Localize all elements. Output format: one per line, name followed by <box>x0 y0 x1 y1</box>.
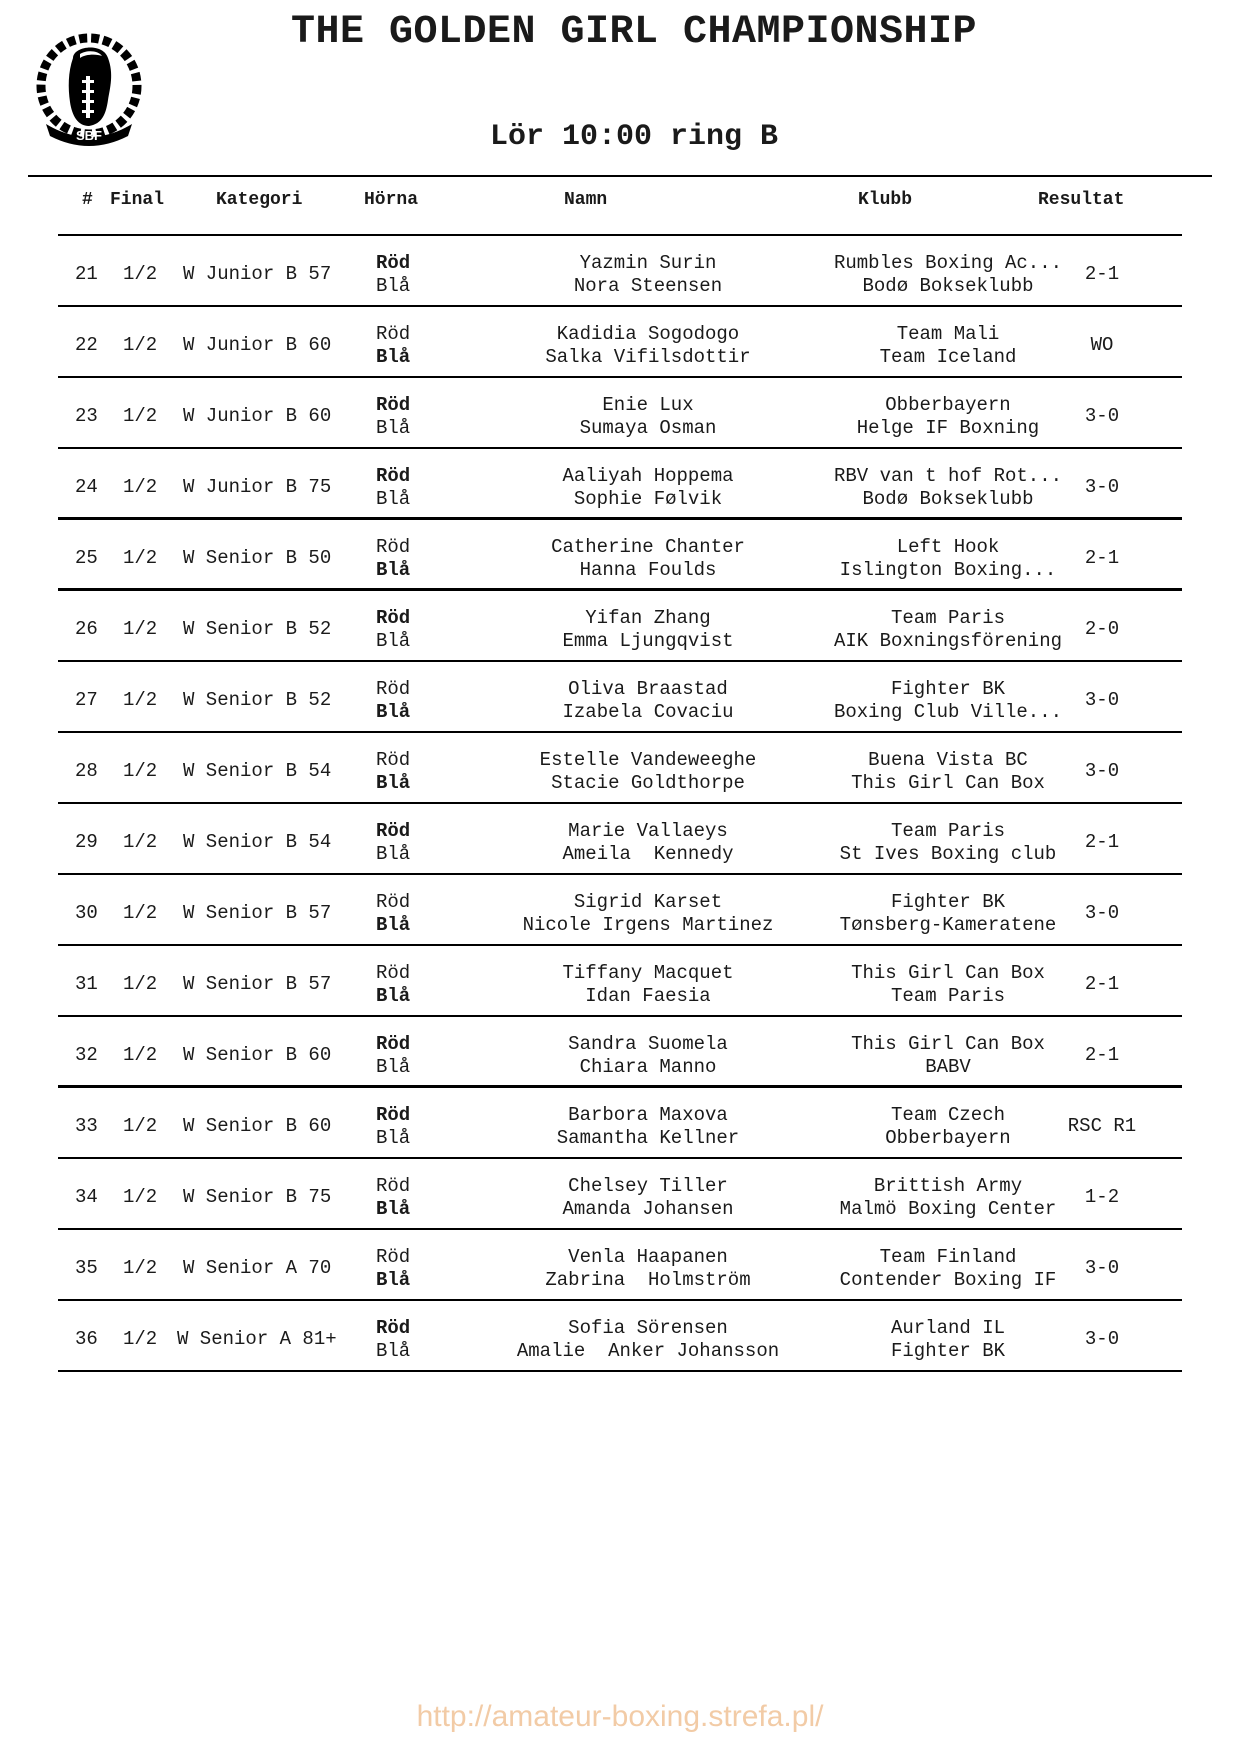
bout-category: W Junior B 75 <box>183 476 332 498</box>
corner-labels <box>376 394 436 440</box>
header-resultat: Resultat <box>1038 190 1125 210</box>
corner-red-label: Röd <box>376 891 411 913</box>
red-boxer-club: Left Hook <box>896 536 1000 558</box>
red-boxer-name: Marie Vallaeys <box>568 820 728 842</box>
corner-blue-label: Blå <box>376 275 411 297</box>
blue-boxer-name: Ameila Kennedy <box>562 843 734 865</box>
corner-labels <box>376 1033 436 1079</box>
blue-boxer-name: Chiara Manno <box>579 1056 717 1078</box>
header-horna: Hörna <box>364 190 419 210</box>
table-row <box>58 662 1182 733</box>
corner-blue-label: Blå <box>376 417 411 439</box>
table-row <box>58 1159 1182 1230</box>
blue-boxer-name: Izabela Covaciu <box>562 701 734 723</box>
red-boxer-club: This Girl Can Box <box>851 962 1045 984</box>
corner-red-label: Röd <box>376 1175 411 1197</box>
bout-result: 1-2 <box>1084 1186 1120 1208</box>
table-row <box>58 591 1182 662</box>
header-final: Final <box>110 190 165 210</box>
session-subtitle: Lör 10:00 ring B <box>489 120 779 154</box>
red-boxer-club: This Girl Can Box <box>851 1033 1045 1055</box>
blue-boxer-club: AIK Boxningsförening <box>833 630 1063 652</box>
table-row <box>58 1017 1182 1088</box>
corner-labels <box>376 820 436 866</box>
bout-final: 1/2 <box>123 902 158 924</box>
blue-boxer-club: Islington Boxing... <box>839 559 1057 581</box>
red-boxer-club: Team Mali <box>896 323 1000 345</box>
blue-boxer-name: Emma Ljungqvist <box>562 630 734 652</box>
blue-boxer-name: Sophie Følvik <box>573 488 723 510</box>
header-num: # <box>82 190 93 210</box>
bout-category: W Senior A 70 <box>183 1257 332 1279</box>
corner-blue-label: Blå <box>376 559 411 581</box>
bout-number: 22 <box>75 334 98 356</box>
red-boxer-name: Oliva Braastad <box>568 678 728 700</box>
bout-category: W Junior B 60 <box>183 405 332 427</box>
bout-result: 3-0 <box>1084 1328 1120 1350</box>
bout-category: W Senior B 75 <box>183 1186 332 1208</box>
red-boxer-name: Catherine Chanter <box>551 536 745 558</box>
corner-labels <box>376 962 436 1008</box>
bout-category: W Senior B 50 <box>183 547 332 569</box>
red-boxer-club: Aurland IL <box>890 1317 1006 1339</box>
bout-final: 1/2 <box>123 689 158 711</box>
bout-number: 28 <box>75 760 98 782</box>
bout-number: 29 <box>75 831 98 853</box>
table-row <box>58 946 1182 1017</box>
bout-number: 25 <box>75 547 98 569</box>
bout-final: 1/2 <box>123 831 158 853</box>
blue-boxer-name: Idan Faesia <box>585 985 711 1007</box>
red-boxer-name: Enie Lux <box>602 394 694 416</box>
bout-final: 1/2 <box>123 1257 158 1279</box>
blue-boxer-club: BABV <box>925 1056 971 1078</box>
blue-boxer-club: Team Iceland <box>879 346 1017 368</box>
corner-labels <box>376 1104 436 1150</box>
table-row <box>58 1230 1182 1301</box>
blue-boxer-club: Contender Boxing IF <box>839 1269 1057 1291</box>
red-boxer-club: Rumbles Boxing Ac... <box>833 252 1063 274</box>
table-row <box>58 1088 1182 1159</box>
corner-blue-label: Blå <box>376 1340 411 1362</box>
table-row <box>58 520 1182 591</box>
red-boxer-name: Venla Haapanen <box>568 1246 728 1268</box>
bout-number: 30 <box>75 902 98 924</box>
corner-labels <box>376 749 436 795</box>
blue-boxer-club: Helge IF Boxning <box>856 417 1040 439</box>
corner-blue-label: Blå <box>376 985 411 1007</box>
blue-boxer-name: Stacie Goldthorpe <box>551 772 745 794</box>
table-row <box>58 733 1182 804</box>
bout-category: W Junior B 57 <box>183 263 332 285</box>
corner-blue-label: Blå <box>376 346 411 368</box>
red-boxer-name: Kadidia Sogodogo <box>556 323 740 345</box>
blue-boxer-name: Hanna Foulds <box>579 559 717 581</box>
bout-final: 1/2 <box>123 973 158 995</box>
bout-result: 3-0 <box>1084 476 1120 498</box>
blue-boxer-club: Fighter BK <box>890 1340 1006 1362</box>
corner-labels <box>376 678 436 724</box>
corner-red-label: Röd <box>376 536 411 558</box>
blue-boxer-name: Nora Steensen <box>573 275 723 297</box>
bout-category: W Senior B 52 <box>183 618 332 640</box>
bout-final: 1/2 <box>123 1115 158 1137</box>
corner-red-label: Röd <box>376 465 411 487</box>
bout-category: W Senior B 60 <box>183 1044 332 1066</box>
top-divider <box>28 175 1212 177</box>
blue-boxer-name: Sumaya Osman <box>579 417 717 439</box>
bout-final: 1/2 <box>123 760 158 782</box>
corner-red-label: Röd <box>376 749 411 771</box>
bout-result: 2-1 <box>1084 1044 1120 1066</box>
bout-final: 1/2 <box>123 547 158 569</box>
corner-blue-label: Blå <box>376 772 411 794</box>
corner-blue-label: Blå <box>376 1198 411 1220</box>
bout-result: 3-0 <box>1084 760 1120 782</box>
bout-category: W Senior B 57 <box>183 973 332 995</box>
red-boxer-club: Buena Vista BC <box>868 749 1028 771</box>
blue-boxer-club: Malmö Boxing Center <box>839 1198 1057 1220</box>
blue-boxer-club: Team Paris <box>890 985 1006 1007</box>
bout-result: 3-0 <box>1084 1257 1120 1279</box>
bout-category: W Senior B 54 <box>183 831 332 853</box>
logo-text: SBF <box>76 128 102 143</box>
bout-result: 2-1 <box>1084 263 1120 285</box>
bout-category: W Senior B 57 <box>183 902 332 924</box>
corner-blue-label: Blå <box>376 630 411 652</box>
corner-labels <box>376 252 436 298</box>
page-title: THE GOLDEN GIRL CHAMPIONSHIP <box>290 10 978 55</box>
blue-boxer-name: Samantha Kellner <box>556 1127 740 1149</box>
red-boxer-name: Sandra Suomela <box>568 1033 728 1055</box>
blue-boxer-name: Nicole Irgens Martinez <box>522 914 774 936</box>
red-boxer-name: Estelle Vandeweeghe <box>539 749 757 771</box>
red-boxer-name: Aaliyah Hoppema <box>562 465 734 487</box>
corner-labels <box>376 1246 436 1292</box>
header-kategori: Kategori <box>216 190 303 210</box>
bout-number: 35 <box>75 1257 98 1279</box>
corner-red-label: Röd <box>376 1033 411 1055</box>
corner-red-label: Röd <box>376 607 411 629</box>
bout-result: 2-0 <box>1084 618 1120 640</box>
table-row <box>58 875 1182 946</box>
table-row <box>58 449 1182 520</box>
corner-blue-label: Blå <box>376 1127 411 1149</box>
corner-labels <box>376 536 436 582</box>
watermark-url: http://amateur-boxing.strefa.pl/ <box>416 1700 824 1733</box>
corner-red-label: Röd <box>376 1104 411 1126</box>
corner-blue-label: Blå <box>376 1269 411 1291</box>
bout-category: W Senior A 81+ <box>177 1328 337 1350</box>
corner-red-label: Röd <box>376 820 411 842</box>
header-klubb: Klubb <box>858 190 913 210</box>
blue-boxer-club: This Girl Can Box <box>851 772 1045 794</box>
table-row <box>58 307 1182 378</box>
corner-labels <box>376 323 436 369</box>
bout-result: 2-1 <box>1084 547 1120 569</box>
bout-result: 3-0 <box>1084 405 1120 427</box>
corner-red-label: Röd <box>376 962 411 984</box>
corner-labels <box>376 891 436 937</box>
red-boxer-name: Tiffany Macquet <box>562 962 734 984</box>
bout-final: 1/2 <box>123 405 158 427</box>
blue-boxer-club: Obberbayern <box>885 1127 1011 1149</box>
bout-result: RSC R1 <box>1067 1115 1137 1137</box>
corner-red-label: Röd <box>376 1317 411 1339</box>
corner-red-label: Röd <box>376 678 411 700</box>
blue-boxer-name: Amalie Anker Johansson <box>516 1340 780 1362</box>
corner-labels <box>376 607 436 653</box>
bouts-table <box>58 236 1182 1372</box>
red-boxer-club: Fighter BK <box>890 891 1006 913</box>
corner-red-label: Röd <box>376 323 411 345</box>
blue-boxer-name: Salka Vifilsdottir <box>545 346 751 368</box>
red-boxer-club: Team Czech <box>890 1104 1006 1126</box>
bout-number: 23 <box>75 405 98 427</box>
bout-final: 1/2 <box>123 1044 158 1066</box>
red-boxer-name: Yifan Zhang <box>585 607 711 629</box>
bout-result: 3-0 <box>1084 902 1120 924</box>
red-boxer-name: Yazmin Surin <box>579 252 717 274</box>
bout-result: 2-1 <box>1084 831 1120 853</box>
red-boxer-club: Fighter BK <box>890 678 1006 700</box>
blue-boxer-club: Tønsberg-Kameratene <box>839 914 1057 936</box>
bout-final: 1/2 <box>123 1328 158 1350</box>
bout-result: WO <box>1090 334 1114 356</box>
corner-blue-label: Blå <box>376 701 411 723</box>
corner-labels <box>376 465 436 511</box>
bout-number: 27 <box>75 689 98 711</box>
bout-number: 34 <box>75 1186 98 1208</box>
bout-number: 32 <box>75 1044 98 1066</box>
corner-blue-label: Blå <box>376 914 411 936</box>
bout-result: 2-1 <box>1084 973 1120 995</box>
red-boxer-club: Brittish Army <box>873 1175 1023 1197</box>
red-boxer-club: Team Finland <box>879 1246 1017 1268</box>
red-boxer-name: Sofia Sörensen <box>568 1317 728 1339</box>
table-row <box>58 804 1182 875</box>
bout-number: 31 <box>75 973 98 995</box>
bout-category: W Senior B 52 <box>183 689 332 711</box>
red-boxer-club: Team Paris <box>890 820 1006 842</box>
red-boxer-name: Chelsey Tiller <box>568 1175 728 1197</box>
bout-category: W Senior B 60 <box>183 1115 332 1137</box>
corner-blue-label: Blå <box>376 1056 411 1078</box>
corner-labels <box>376 1317 436 1363</box>
table-row <box>58 1301 1182 1372</box>
corner-blue-label: Blå <box>376 843 411 865</box>
blue-boxer-club: Bodø Bokseklubb <box>862 488 1034 510</box>
red-boxer-club: RBV van t hof Rot... <box>833 465 1063 487</box>
corner-red-label: Röd <box>376 394 411 416</box>
corner-blue-label: Blå <box>376 488 411 510</box>
bout-result: 3-0 <box>1084 689 1120 711</box>
red-boxer-club: Obberbayern <box>885 394 1011 416</box>
bout-final: 1/2 <box>123 1186 158 1208</box>
bout-number: 26 <box>75 618 98 640</box>
bout-final: 1/2 <box>123 476 158 498</box>
blue-boxer-name: Zabrina Holmström <box>545 1269 751 1291</box>
blue-boxer-name: Amanda Johansen <box>562 1198 734 1220</box>
corner-red-label: Röd <box>376 1246 411 1268</box>
corner-red-label: Röd <box>376 252 411 274</box>
table-row <box>58 378 1182 449</box>
bout-number: 24 <box>75 476 98 498</box>
bout-category: W Junior B 60 <box>183 334 332 356</box>
red-boxer-name: Sigrid Karset <box>573 891 723 913</box>
bout-final: 1/2 <box>123 263 158 285</box>
bout-number: 33 <box>75 1115 98 1137</box>
bout-final: 1/2 <box>123 334 158 356</box>
red-boxer-club: Team Paris <box>890 607 1006 629</box>
blue-boxer-club: St Ives Boxing club <box>839 843 1057 865</box>
bout-category: W Senior B 54 <box>183 760 332 782</box>
blue-boxer-club: Boxing Club Ville... <box>833 701 1063 723</box>
blue-boxer-club: Bodø Bokseklubb <box>862 275 1034 297</box>
red-boxer-name: Barbora Maxova <box>568 1104 728 1126</box>
bout-final: 1/2 <box>123 618 158 640</box>
bout-number: 21 <box>75 263 98 285</box>
table-row <box>58 236 1182 307</box>
corner-labels <box>376 1175 436 1221</box>
table-header <box>58 190 1182 214</box>
bout-number: 36 <box>75 1328 98 1350</box>
header-namn: Namn <box>564 190 608 210</box>
